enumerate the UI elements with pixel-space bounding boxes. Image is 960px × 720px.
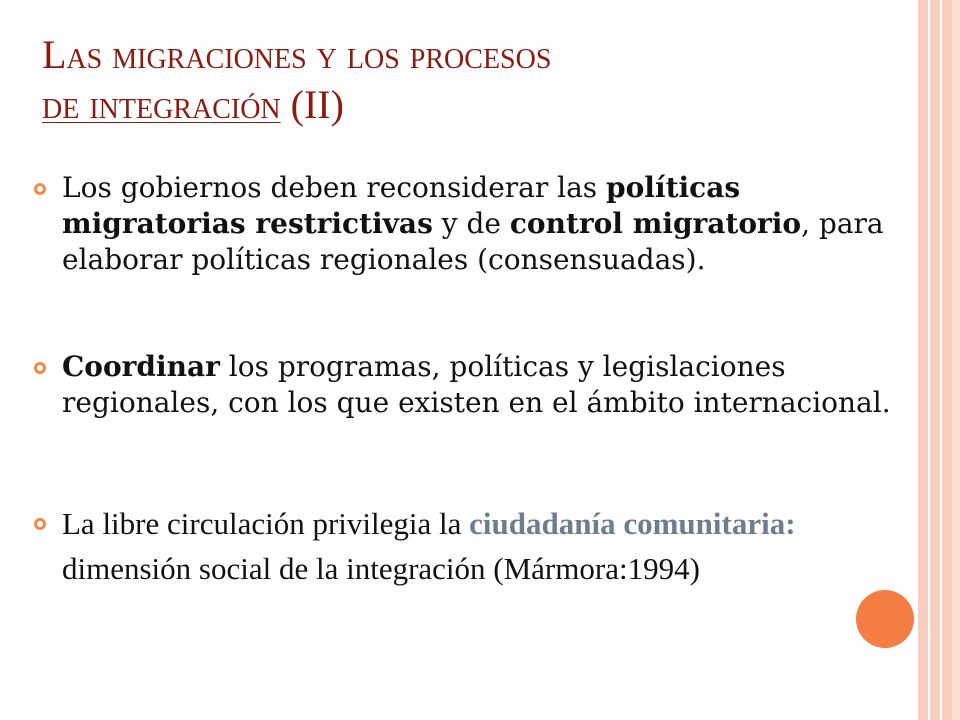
bullet-text: y de bbox=[432, 207, 510, 240]
bullet-ring-icon bbox=[34, 518, 46, 530]
bullet-text: La libre circulación privilegia la bbox=[62, 506, 470, 541]
decorative-stripe bbox=[942, 0, 952, 720]
orange-circle-decoration bbox=[856, 590, 914, 648]
bullet-text: Los gobiernos deben reconsiderar las bbox=[62, 171, 607, 204]
decorative-stripe bbox=[918, 0, 928, 720]
bullet-accent-text: ciudadanía comunitaria: bbox=[469, 506, 796, 541]
bullet-item bbox=[62, 170, 912, 278]
bullet-item bbox=[62, 501, 912, 591]
title-line-2 bbox=[42, 80, 902, 130]
title-underlined: de integración bbox=[42, 82, 281, 127]
bullet-bold-text: Coordinar bbox=[62, 350, 220, 383]
bullet-bold-text: control migratorio bbox=[509, 207, 802, 240]
bullet-text: dimensión social de la integración (Mármora:1994) bbox=[62, 551, 700, 586]
bullet-item bbox=[62, 349, 912, 421]
bullet-bold-text: políticas migratorias restrictivas bbox=[62, 171, 741, 240]
bullet-ring-icon bbox=[34, 362, 46, 374]
bullet-text: , para elaborar políticas regionales (consensuadas). bbox=[62, 207, 884, 276]
decorative-stripe bbox=[952, 0, 960, 720]
title-suffix: (II) bbox=[280, 82, 344, 127]
bullet-text: los programas, políticas y legislaciones regionales, con los que existen en el ámbito internacional. bbox=[62, 350, 891, 419]
decorative-stripe bbox=[930, 0, 940, 720]
slide-title bbox=[42, 30, 902, 130]
title-line-1: Las migraciones y los procesos bbox=[42, 32, 552, 77]
bullet-ring-icon bbox=[34, 183, 46, 195]
